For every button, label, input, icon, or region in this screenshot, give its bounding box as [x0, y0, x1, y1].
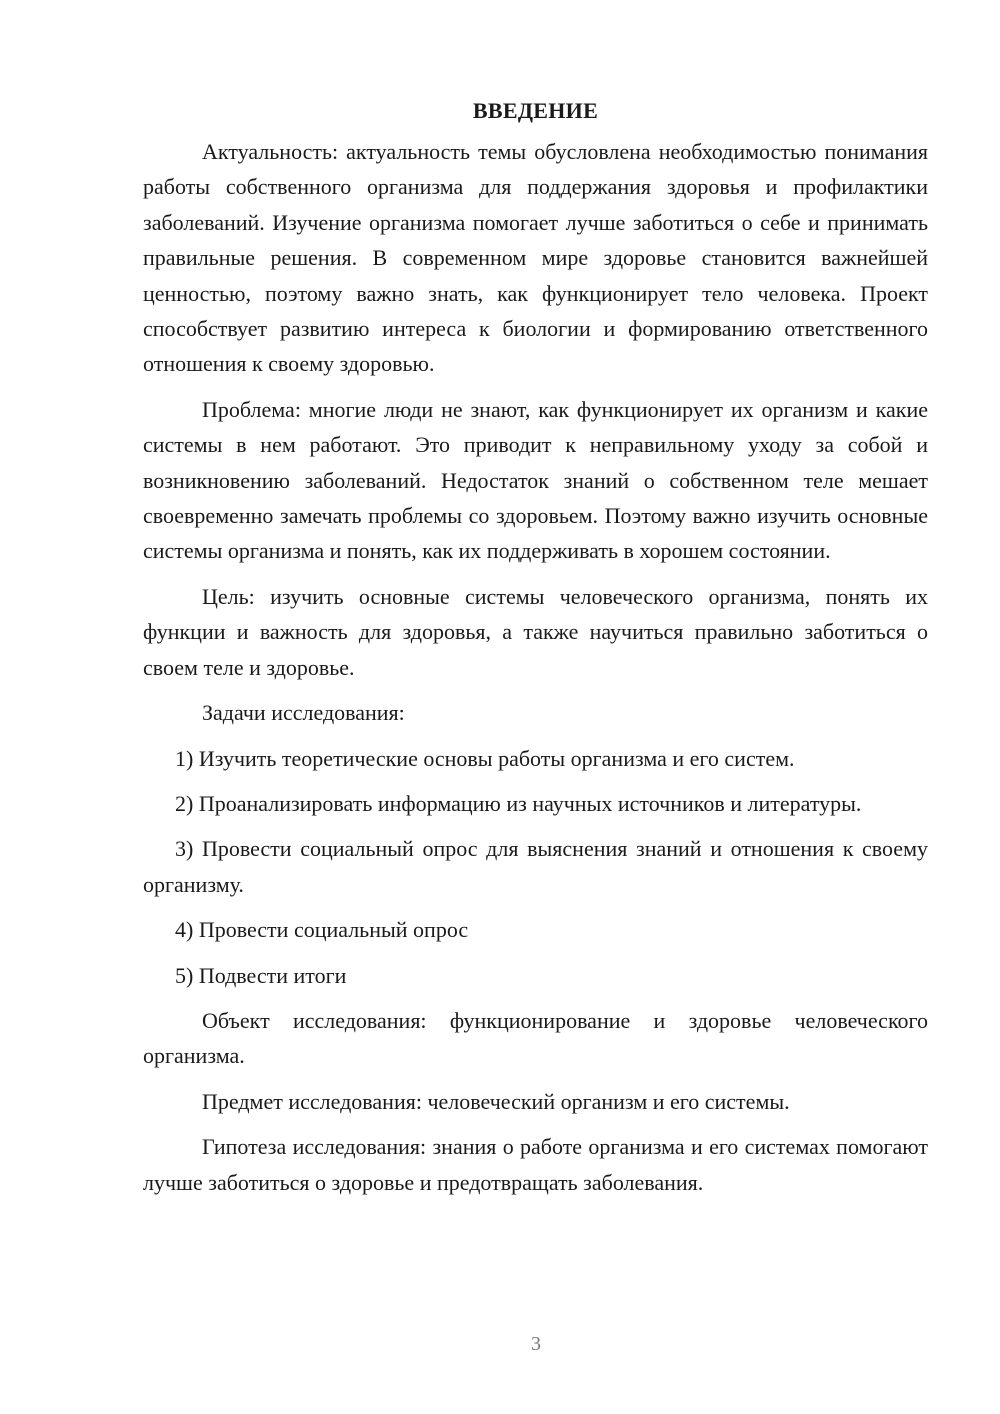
document-page	[143, 93, 928, 1210]
paragraph-relevance: Актуальность: актуальность темы обусловлена необходимостью понимания работы собственного организма для поддержания здоровья и профилактики заболеваний. Изучение организма помогает лучше заботиться о себе и принимать правильные решения. В современном мире здоровье становится важнейшей ценностью, поэтому важно знать, как функционирует тело человека. Проект способствует развитию интереса к биологии и формированию ответственного отношения к своему здоровью.	[143, 139, 928, 377]
task-item-3: 3) Провести социальный опрос для выяснения знаний и отношения к своему организму.	[143, 836, 928, 897]
paragraph-object: Объект исследования: функционирование и здоровье человеческого организма.	[143, 1007, 928, 1069]
section-title: ВВЕДЕНИЕ	[472, 98, 599, 123]
task-item-2: 2) Проанализировать информацию из научных источников и литературы.	[175, 790, 862, 816]
task-item-1: 1) Изучить теоретические основы работы организма и его систем.	[175, 745, 795, 771]
paragraph-hypothesis: Гипотеза исследования: знания о работе организма и его системах помогают лучше заботиться о здоровье и предотвращать заболевания.	[143, 1134, 928, 1195]
task-item-4: 4) Провести социальный опрос	[175, 917, 469, 943]
tasks-heading: Задачи исследования:	[202, 700, 405, 726]
task-item-5: 5) Подвести итоги	[175, 962, 347, 988]
paragraph-subject: Предмет исследования: человеческий организм и его системы.	[202, 1088, 790, 1114]
page-number: 3	[531, 1333, 541, 1355]
paragraph-goal: Цель: изучить основные системы человеческого организма, понять их функции и важность для здоровья, а также научиться правильно заботиться о своем теле и здоровье.	[143, 583, 928, 680]
paragraph-problem: Проблема: многие люди не знают, как функционирует их организм и какие системы в нем работают. Это приводит к неправильному уходу за собой и возникновению заболеваний. Недостаток знаний о собственном теле мешает своевременно замечать проблемы со здоровьем. Поэтому важно изучить основные системы организма и понять, как их поддерживать в хорошем состоянии.	[143, 396, 928, 564]
